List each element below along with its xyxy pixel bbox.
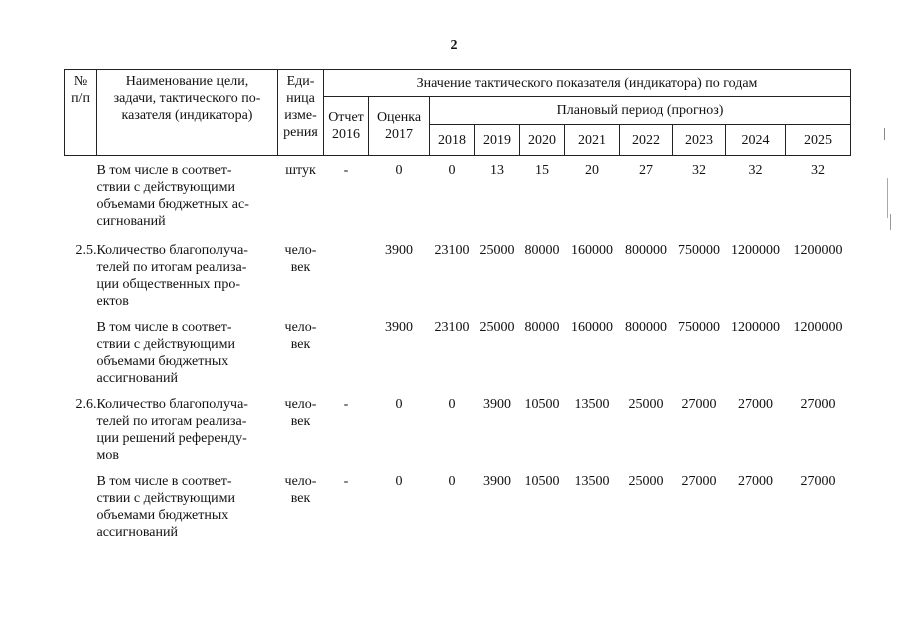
scan-artifact: [884, 128, 885, 140]
row-name: В том числе в соответ- ствии с действующими объемами бюджетных ассигнований: [96, 320, 236, 386]
row-value-2024: 32: [748, 163, 763, 178]
header-year-2024: 2024: [726, 125, 786, 156]
row-value-2024: 27000: [738, 474, 773, 489]
header-plan-period: Плановый период (прогноз): [430, 97, 851, 125]
row-report-2016: [324, 310, 369, 387]
row-unit: чело- век: [284, 243, 317, 275]
row-value-2025: 27000: [800, 397, 836, 412]
indicator-table: [64, 69, 851, 541]
header-year-2018: 2018: [430, 125, 475, 156]
row-value-2020: 80000: [524, 243, 560, 258]
row-value-2018: 0: [448, 397, 456, 412]
row-estimate-2017: 0: [395, 474, 403, 489]
row-value-2022: 27: [639, 163, 653, 178]
page-number: 2: [450, 38, 458, 53]
row-value-2020: 15: [535, 163, 549, 178]
row-value-2023: 750000: [678, 243, 720, 258]
row-estimate-2017: 3900: [385, 320, 413, 335]
row-value-2025: 32: [811, 163, 826, 178]
header-year-2025: 2025: [786, 125, 851, 156]
row-name: Количество благополуча- телей по итогам реализа- ции решений референду- мов: [96, 397, 248, 463]
header-values-group: Значение тактического показателя (индикатора) по годам: [324, 70, 851, 97]
row-name: Количество благополуча- телей по итогам реализа- ции общественных про- ектов: [96, 243, 248, 309]
scan-artifact: [887, 178, 888, 218]
header-estimate: Оценка 2017: [369, 97, 430, 156]
table-row: [65, 464, 851, 541]
row-value-2022: 800000: [625, 320, 667, 335]
table-row: [65, 233, 851, 310]
row-value-2023: 750000: [678, 320, 720, 335]
row-estimate-2017: 0: [395, 397, 403, 412]
row-value-2024: 1200000: [731, 320, 780, 335]
row-value-2021: 13500: [574, 474, 610, 489]
row-number: [65, 464, 97, 541]
row-value-2021: 13500: [574, 397, 610, 412]
table-row: [65, 387, 851, 464]
row-number: 2.6.: [75, 397, 97, 412]
row-value-2025: 1200000: [793, 320, 843, 335]
table-body: [65, 156, 851, 542]
row-unit: чело- век: [284, 320, 317, 352]
row-value-2019: 25000: [479, 320, 515, 335]
row-value-2019: 3900: [483, 397, 511, 412]
row-value-2024: 27000: [738, 397, 773, 412]
row-unit: чело- век: [284, 474, 317, 506]
header-year-2023: 2023: [673, 125, 726, 156]
row-number: 2.5.: [75, 243, 97, 258]
row-value-2018: 0: [448, 474, 456, 489]
header-num: № п/п: [65, 70, 97, 156]
row-value-2021: 160000: [571, 243, 613, 258]
row-value-2018: 23100: [434, 243, 470, 258]
row-unit: штук: [285, 163, 316, 178]
row-number: [65, 156, 97, 234]
row-name: В том числе в соответ- ствии с действующими объемами бюджетных ассигнований: [96, 474, 236, 540]
row-value-2020: 10500: [524, 474, 560, 489]
row-value-2020: 80000: [524, 320, 560, 335]
row-report-2016: -: [343, 163, 349, 178]
header-report: Отчет 2016: [324, 97, 369, 156]
row-value-2018: 0: [448, 163, 456, 178]
row-name: В том числе в соответ- ствии с действующими объемами бюджетных ас- сигнований: [96, 163, 249, 229]
scan-artifact: [890, 214, 891, 230]
row-report-2016: -: [343, 474, 349, 489]
row-value-2022: 25000: [628, 397, 664, 412]
row-value-2021: 20: [585, 163, 599, 178]
row-value-2022: 800000: [625, 243, 667, 258]
row-number: [65, 310, 97, 387]
row-estimate-2017: 0: [395, 163, 403, 178]
row-value-2025: 27000: [800, 474, 836, 489]
row-estimate-2017: 3900: [385, 243, 413, 258]
row-value-2019: 13: [490, 163, 504, 178]
row-value-2023: 27000: [681, 474, 717, 489]
row-value-2021: 160000: [571, 320, 613, 335]
row-value-2019: 3900: [483, 474, 511, 489]
row-value-2023: 27000: [681, 397, 717, 412]
row-report-2016: [324, 233, 369, 310]
row-unit: чело- век: [284, 397, 317, 429]
table-row: [65, 310, 851, 387]
header-year-2020: 2020: [520, 125, 565, 156]
table-row: [65, 156, 851, 234]
header-year-2021: 2021: [565, 125, 620, 156]
header-unit: Еди- ница изме- рения: [278, 70, 324, 156]
row-value-2022: 25000: [628, 474, 664, 489]
header-year-2022: 2022: [620, 125, 673, 156]
row-value-2019: 25000: [479, 243, 515, 258]
header-name: Наименование цели, задачи, тактического по- казателя (индикатора): [97, 70, 278, 156]
row-report-2016: -: [343, 397, 349, 412]
row-value-2025: 1200000: [793, 243, 843, 258]
row-value-2020: 10500: [524, 397, 560, 412]
header-year-2019: 2019: [475, 125, 520, 156]
row-value-2023: 32: [692, 163, 706, 178]
row-value-2024: 1200000: [731, 243, 780, 258]
row-value-2018: 23100: [434, 320, 470, 335]
